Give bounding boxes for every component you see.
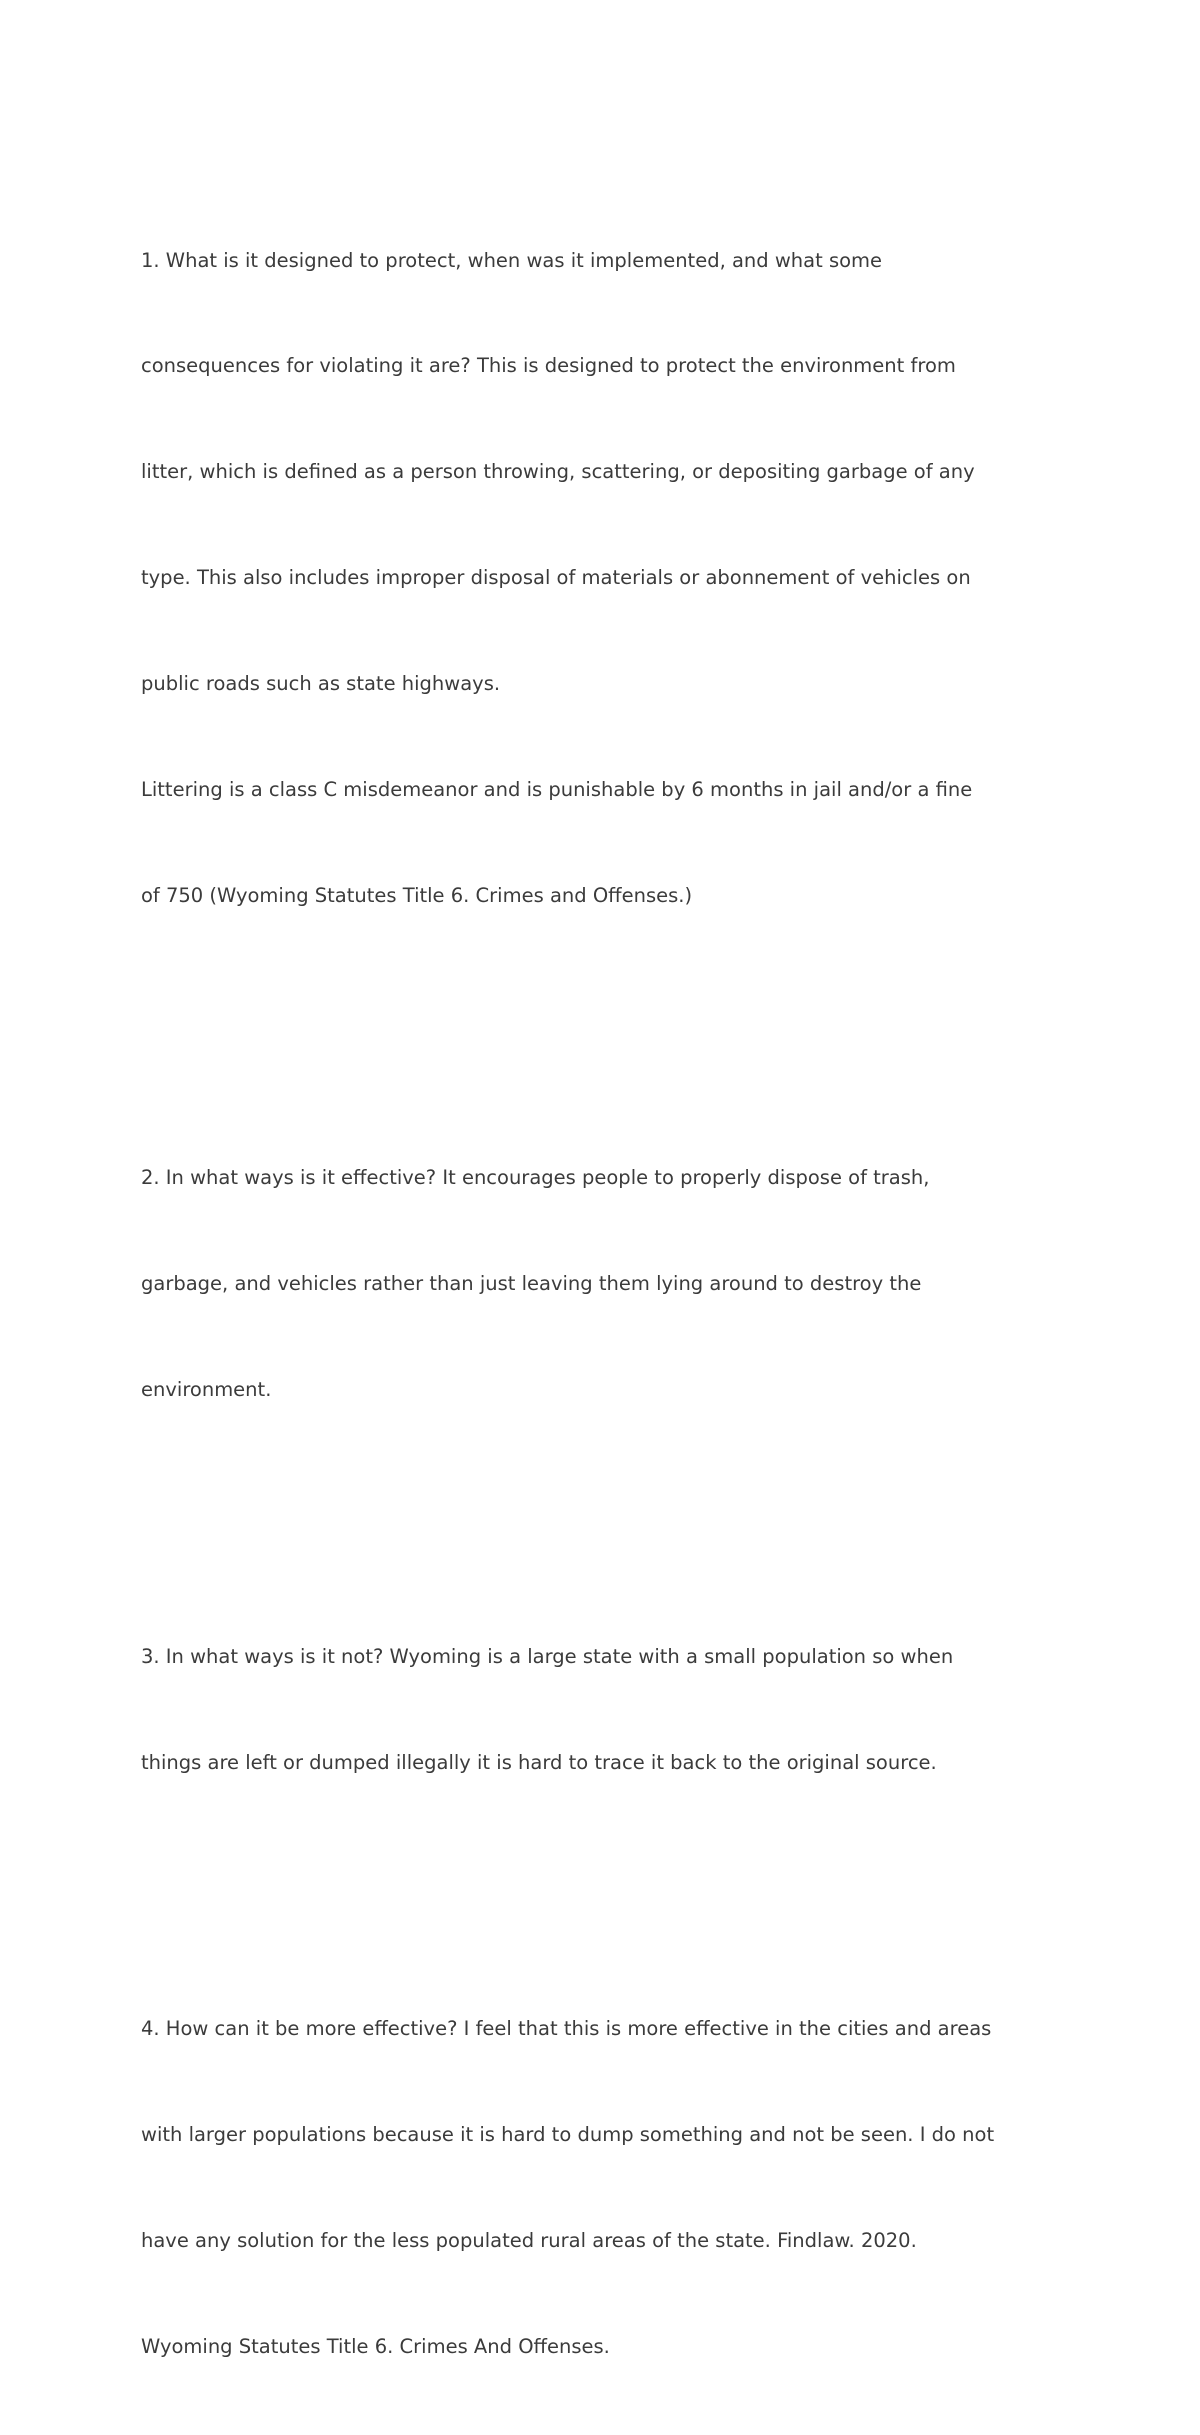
answer-paragraph-1 xyxy=(141,172,1076,984)
document-body xyxy=(141,172,1076,2435)
text-line: type. This also includes improper disposal of materials or abonnement of vehicles on xyxy=(141,566,971,590)
answer-paragraph-2 xyxy=(141,1090,1076,1478)
paragraph-spacer xyxy=(141,1478,1076,1568)
text-line: public roads such as state highways. xyxy=(141,672,501,696)
text-line: 4. How can it be more effective? I feel that this is more effective in the cities and areas xyxy=(141,2017,992,2041)
text-line: litter, which is defined as a person throwing, scattering, or depositing garbage of any xyxy=(141,460,975,484)
text-line: environment. xyxy=(141,1378,272,1402)
answer-paragraph-4 xyxy=(141,1940,1076,2434)
text-line: 3. In what ways is it not? Wyoming is a large state with a small population so when xyxy=(141,1644,954,1668)
paragraph-spacer xyxy=(141,984,1076,1090)
text-line: consequences for violating it are? This is designed to protect the environment from xyxy=(141,354,956,378)
text-line: Littering is a class C misdemeanor and is punishable by 6 months in jail and/or a fine xyxy=(141,778,973,802)
text-line: have any solution for the less populated rural areas of the state. Findlaw. 2020. xyxy=(141,2228,917,2252)
text-line: Wyoming Statutes Title 6. Crimes And Offenses. xyxy=(141,2334,610,2358)
text-line: garbage, and vehicles rather than just leaving them lying around to destroy the xyxy=(141,1272,922,1296)
text-line: of 750 (Wyoming Statutes Title 6. Crimes and Offenses.) xyxy=(141,883,693,907)
text-line: things are left or dumped illegally it is hard to trace it back to the original source. xyxy=(141,1750,937,1774)
paragraph-spacer xyxy=(141,1850,1076,1940)
text-line: 2. In what ways is it effective? It encourages people to properly dispose of trash, xyxy=(141,1166,930,1190)
text-line: with larger populations because it is hard to dump something and not be seen. I do not xyxy=(141,2122,995,2146)
text-line: 1. What is it designed to protect, when was it implemented, and what some xyxy=(141,248,883,272)
answer-paragraph-3 xyxy=(141,1568,1076,1850)
